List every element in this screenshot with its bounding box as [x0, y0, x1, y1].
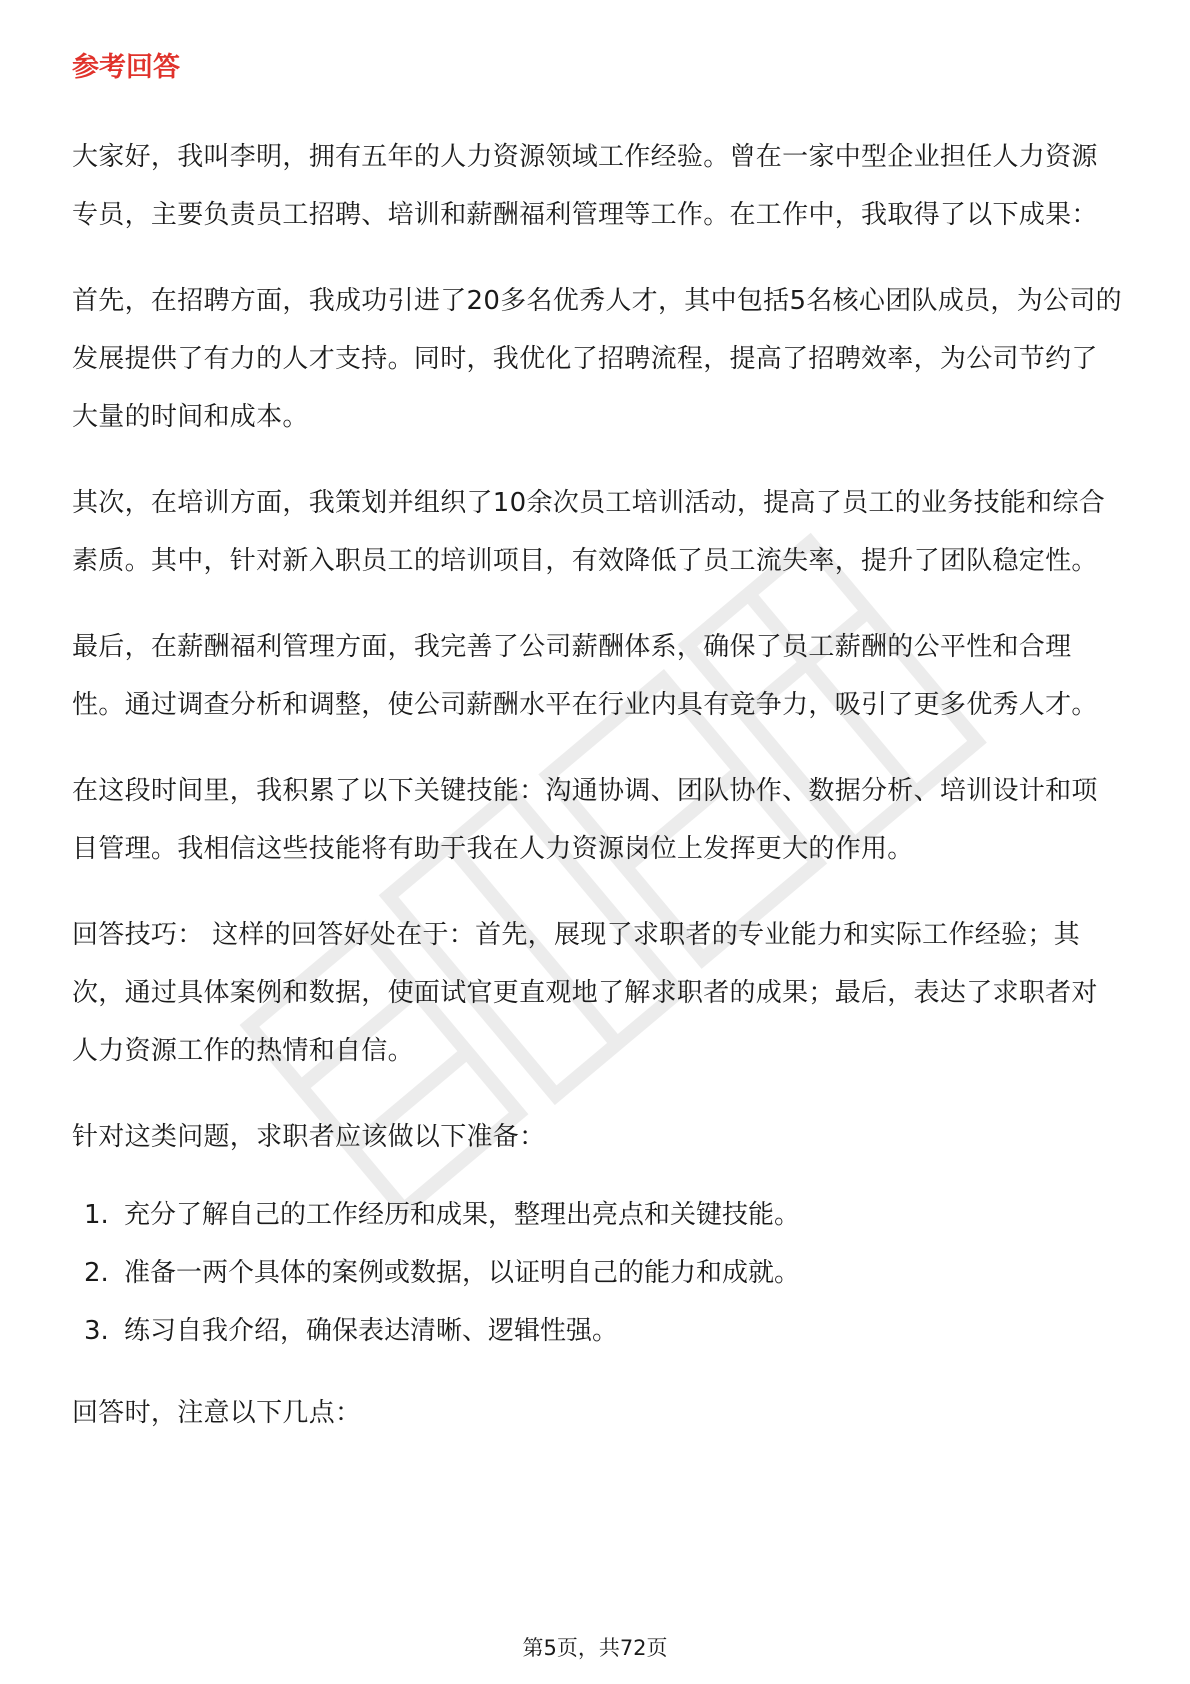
paragraph-attention: 回答时，注意以下几点：	[72, 1398, 362, 1428]
paragraph-prep-intro: 针对这类问题，求职者应该做以下准备：	[72, 1122, 546, 1152]
paragraph-training: 其次，在培训方面，我策划并组织了10余次员工培训活动，提高了员工的业务技能和综合素质。其中，针对新入职员工的培训项目，有效降低了员工流失率，提升了团队稳定性。	[72, 488, 1106, 576]
list-item	[72, 1302, 1122, 1360]
list-item	[72, 1244, 1122, 1302]
list-item-text: 准备一两个具体的案例或数据，以证明自己的能力和成就。	[124, 1258, 801, 1288]
list-item-number: 2.	[84, 1258, 109, 1288]
list-item-number: 1.	[84, 1200, 109, 1230]
paragraph-skills: 在这段时间里，我积累了以下关键技能：沟通协调、团队协作、数据分析、培训设计和项目管理。我相信这些技能将有助于我在人力资源岗位上发挥更大的作用。	[72, 776, 1098, 864]
paragraph-recruitment: 首先，在招聘方面，我成功引进了20多名优秀人才，其中包括5名核心团队成员，为公司的发展提供了有力的人才支持。同时，我优化了招聘流程，提高了招聘效率，为公司节约了大量的时间和成本。	[72, 286, 1122, 432]
list-item-number: 3.	[84, 1316, 109, 1346]
paragraph-intro: 大家好，我叫李明，拥有五年的人力资源领域工作经验。曾在一家中型企业担任人力资源专员，主要负责员工招聘、培训和薪酬福利管理等工作。在工作中，我取得了以下成果：	[72, 142, 1098, 230]
main-content	[72, 48, 1122, 1470]
paragraph-tips: 回答技巧： 这样的回答好处在于：首先，展现了求职者的专业能力和实际工作经验；其次，通过具体案例和数据，使面试官更直观地了解求职者的成果；最后，表达了求职者对人力资源工作的热情和自信。	[72, 920, 1098, 1066]
list-item	[72, 1186, 1122, 1244]
page-footer: 第5页，共72页	[522, 1636, 668, 1660]
preparation-list	[72, 1186, 1122, 1360]
paragraph-compensation: 最后，在薪酬福利管理方面，我完善了公司薪酬体系，确保了员工薪酬的公平性和合理性。通过调查分析和调整，使公司薪酬水平在行业内具有竞争力，吸引了更多优秀人才。	[72, 632, 1098, 720]
list-item-text: 练习自我介绍，确保表达清晰、逻辑性强。	[124, 1316, 619, 1346]
list-item-text: 充分了解自己的工作经历和成果，整理出亮点和关键技能。	[124, 1200, 801, 1230]
section-title: 参考回答	[72, 52, 180, 83]
